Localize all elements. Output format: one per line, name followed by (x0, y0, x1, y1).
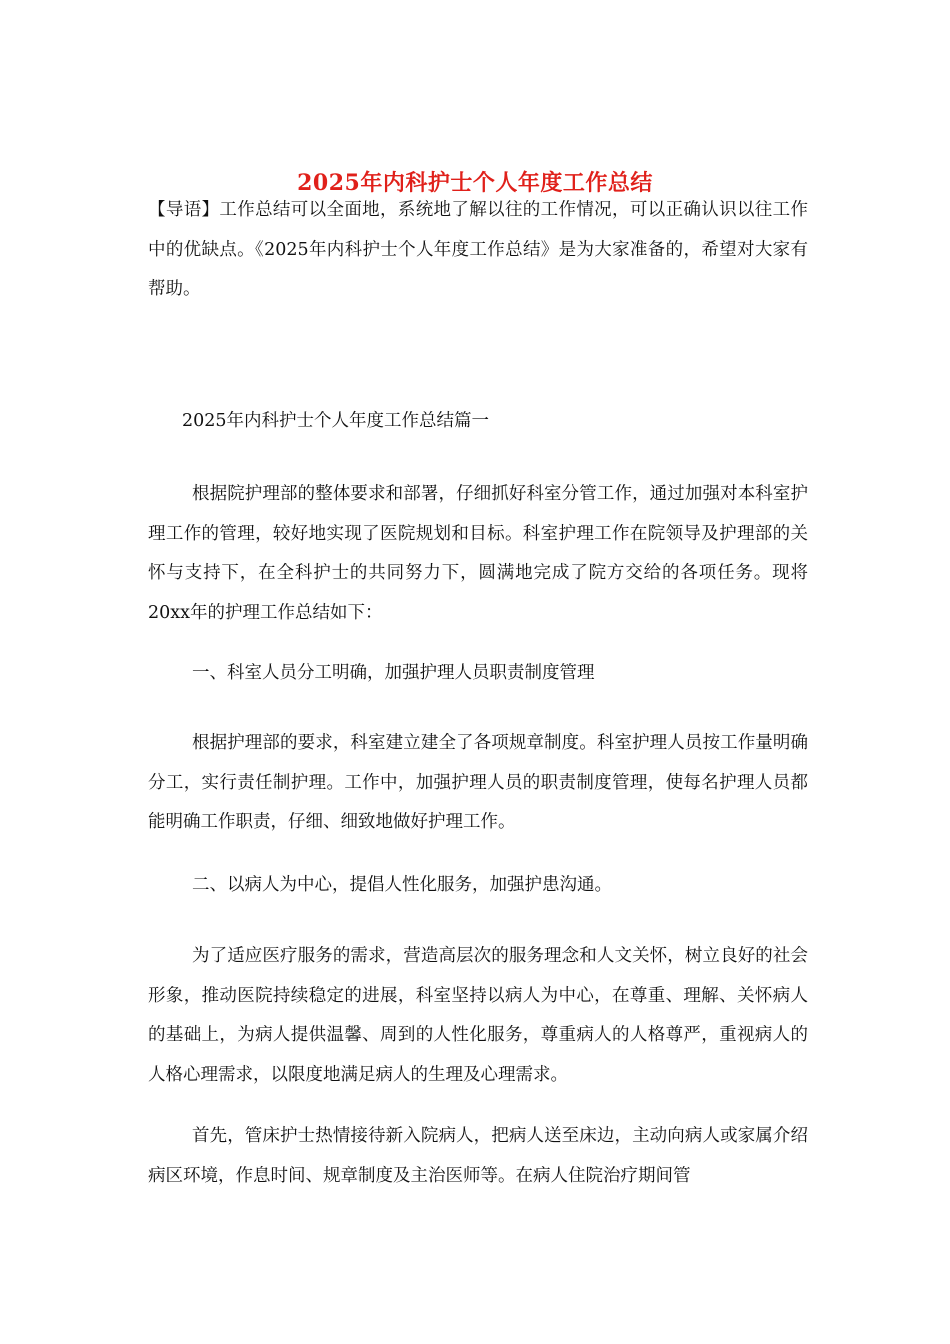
body-paragraph: 首先，管床护士热情接待新入院病人，把病人送至床边，主动向病人或家属介绍病区环境，作息时间、规章制度及主治医师等。在病人住院治疗期间管 (148, 1126, 808, 1186)
body-paragraph: 根据院护理部的整体要求和部署，仔细抓好科室分管工作，通过加强对本科室护理工作的管理，较好地实现了医院规划和目标。科室护理工作在院领导及护理部的关怀与支持下，在全科护士的共同努力下，圆满地完成了院方交给的各项任务。现将20xx年的护理工作总结如下： (148, 484, 808, 623)
section-heading: 二、以病人为中心，提倡人性化服务，加强护患沟通。 (192, 875, 612, 895)
document-title: 2025年内科护士个人年度工作总结 (297, 169, 653, 196)
intro-paragraph: 【导语】工作总结可以全面地，系统地了解以往的工作情况，可以正确认识以往工作中的优缺点。《2025年内科护士个人年度工作总结》是为大家准备的，希望对大家有帮助。 (148, 200, 808, 299)
body-paragraph: 根据护理部的要求，科室建立建全了各项规章制度。科室护理人员按工作量明确分工，实行责任制护理。工作中，加强护理人员的职责制度管理，使每名护理人员都能明确工作职责，仔细、细致地做好护理工作。 (148, 733, 808, 832)
section-subtitle: 2025年内科护士个人年度工作总结篇一 (182, 411, 490, 431)
body-paragraph: 为了适应医疗服务的需求，营造高层次的服务理念和人文关怀，树立良好的社会形象，推动医院持续稳定的进展，科室坚持以病人为中心，在尊重、理解、关怀病人的基础上，为病人提供温馨、周到的人性化服务，尊重病人的人格尊严，重视病人的人格心理需求，以限度地满足病人的生理及心理需求。 (148, 946, 808, 1085)
section-heading: 一、科室人员分工明确，加强护理人员职责制度管理 (192, 663, 595, 683)
